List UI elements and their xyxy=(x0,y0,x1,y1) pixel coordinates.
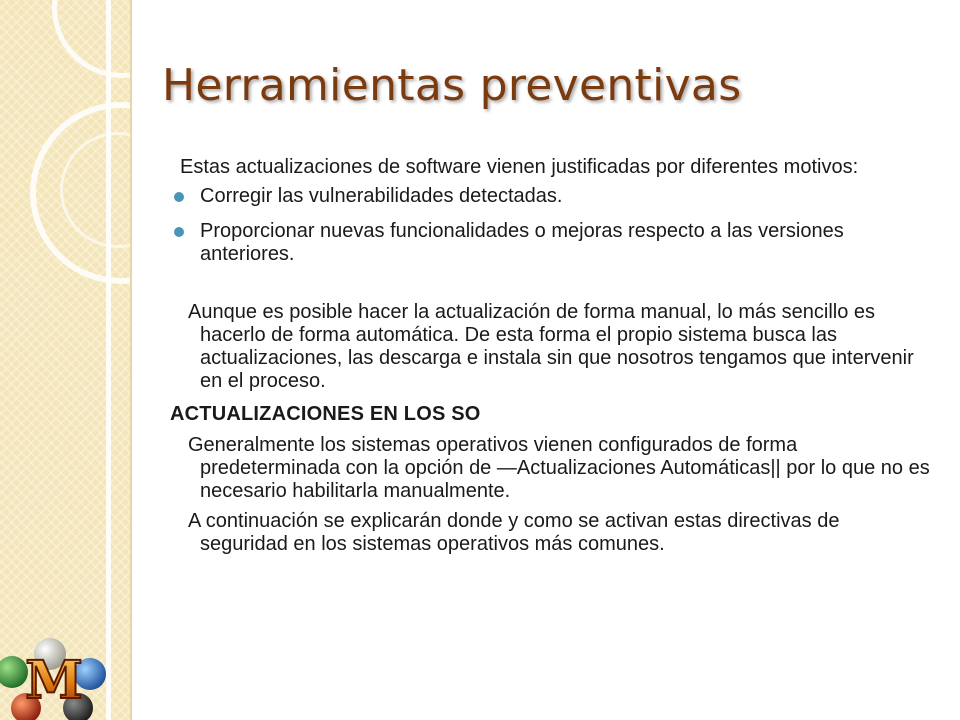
decorative-ring xyxy=(52,0,132,78)
sidebar-edge xyxy=(130,0,132,720)
sidebar-stripe xyxy=(106,0,111,720)
bullet-icon xyxy=(174,192,184,202)
intro-text: Estas actualizaciones de software vienen justificadas por diferentes motivos: xyxy=(180,156,859,178)
reasons-list xyxy=(160,185,930,266)
green-mana-orb xyxy=(0,656,28,688)
next-steps-paragraph: A continuación se explicarán donde y como se activan estas directivas de seguridad en los sistemas operativos más comunes. xyxy=(188,510,840,555)
default-config-paragraph: Generalmente los sistemas operativos vienen configurados de forma predeterminada con la opción de —Actualizaciones Automáticas|| por lo que no es necesario habilitarla manualmente. xyxy=(188,434,930,502)
logo-letter: M xyxy=(25,650,83,711)
bullet-text: Proporcionar nuevas funcionalidades o mejoras respecto a las versiones anteriores. xyxy=(200,220,844,265)
magic-mana-logo-icon xyxy=(0,632,114,720)
list-item xyxy=(160,220,930,266)
decorative-sidebar xyxy=(0,0,132,720)
bullet-icon xyxy=(174,227,184,237)
slide-content xyxy=(160,156,930,566)
section-heading: ACTUALIZACIONES EN LOS SO xyxy=(170,403,481,425)
bullet-text: Corregir las vulnerabilidades detectadas. xyxy=(200,185,563,207)
list-item xyxy=(160,185,930,208)
slide-title: Herramientas preventivas xyxy=(162,60,742,111)
automatic-update-paragraph: Aunque es posible hacer la actualización de forma manual, lo más sencillo es hacerlo de forma automática. De esta forma el propio sistema busca las actualizaciones, las descarga e instala sin que nosotros tengamos que intervenir en el proceso. xyxy=(188,301,914,392)
